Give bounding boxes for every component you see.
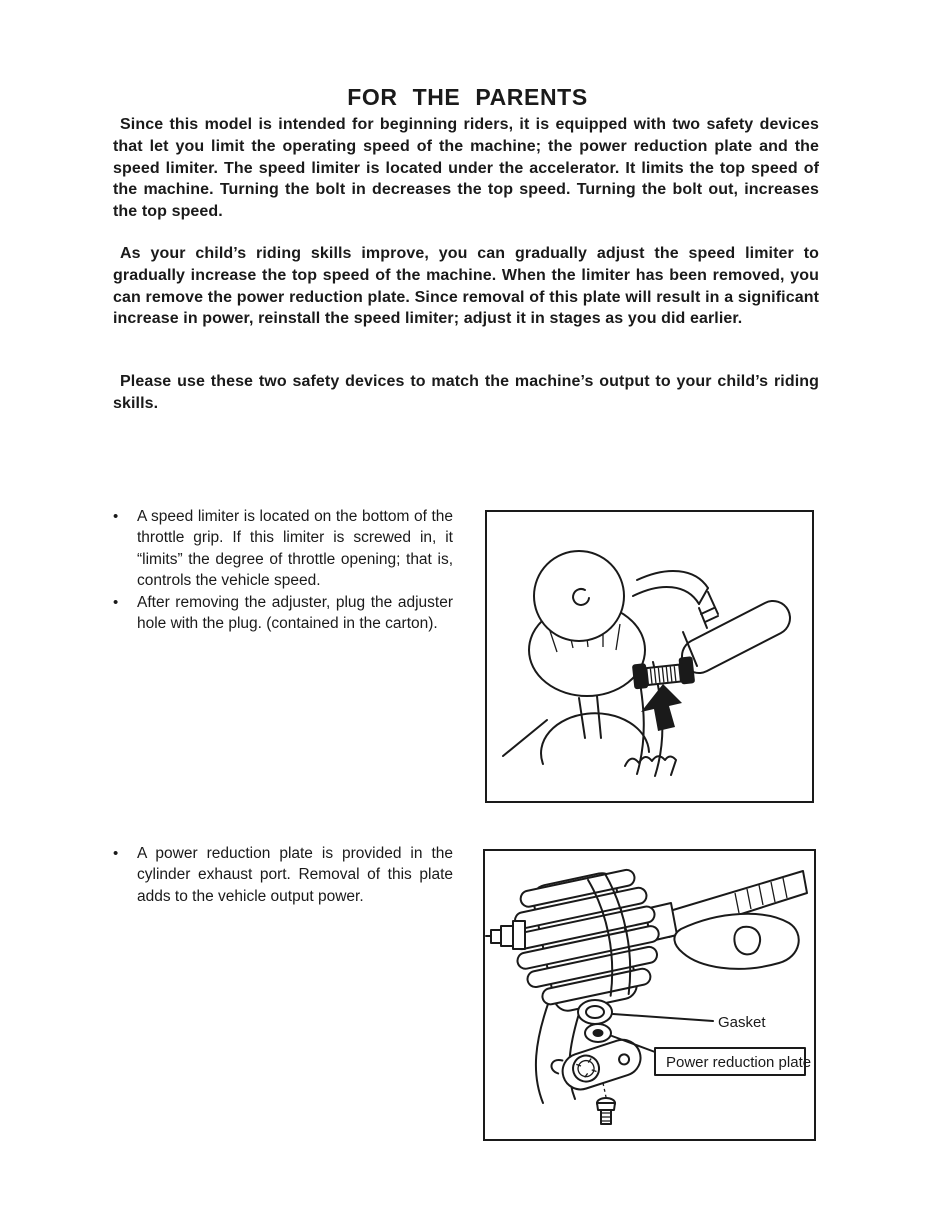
gasket-leader-line [613,1014,713,1021]
housing-face-circle [534,551,624,641]
power-reduction-plate-label: Power reduction plate [666,1054,812,1071]
muffler-body [674,914,798,969]
figure-power-reduction-plate [483,849,816,1141]
bullet-icon: • [113,593,119,611]
spark-plug [486,921,525,949]
throttle-grip [683,618,773,666]
bullet-text-adjuster-plug: After removing the adjuster, plug the adjuster hole with the plug. (contained in the carton). [137,593,453,633]
bullet-icon: • [113,508,119,525]
list-item [113,843,453,907]
list-item [113,592,453,635]
paragraph-adjusting-limiter: As your child’s riding skills improve, you can gradually adjust the speed limiter to gradually increase the top speed of the machine. When the limiter has been removed, you can remove the power reduction plate. Since removal of this plate will result in a significant increase in power, reinstall the speed limiter; adjust it in stages as you did earlier. [113,245,819,328]
paragraph-safety-devices: Since this model is intended for beginning riders, it is equipped with two safety devices that let you limit the operating speed of the machine; the power reduction plate and the speed limiter. The speed limiter is located under the accelerator. It limits the top speed of the machine. Turning the bolt in decreases the top speed. Turning the bolt out, increases the top speed. [113,116,819,221]
handlebar-elbow [633,571,718,628]
figure-speed-limiter [485,510,814,803]
gasket-ring [578,1000,612,1024]
bullet-text-speed-limiter: A speed limiter is located on the bottom of the throttle grip. If this limiter is screwed in, it “limits” the degree of throttle opening; that is, controls the vehicle speed. [137,508,453,590]
bullet-list-speed-limiter [113,506,453,634]
bullet-text-power-reduction: A power reduction plate is provided in the cylinder exhaust port. Removal of this plate adds to the vehicle output power. [137,845,453,905]
flange-bolt [597,1083,615,1124]
hand-fingers [625,756,676,775]
arrow-up-icon [641,684,682,731]
bullet-icon: • [113,845,119,862]
bullet-list-power-reduction [113,843,453,907]
power-reduction-plate-illustration [485,851,814,1139]
page-title: FOR THE PARENTS [347,84,588,110]
speed-limiter-illustration [487,512,812,801]
exhaust-flange [550,1035,645,1097]
list-item [113,506,453,592]
gasket-label: Gasket [718,1014,766,1031]
finned-cylinder [503,864,670,1019]
paragraph-please-use: Please use these two safety devices to match the machine’s output to your child’s riding skills. [113,373,819,412]
power-reduction-plate-part [585,1024,611,1042]
